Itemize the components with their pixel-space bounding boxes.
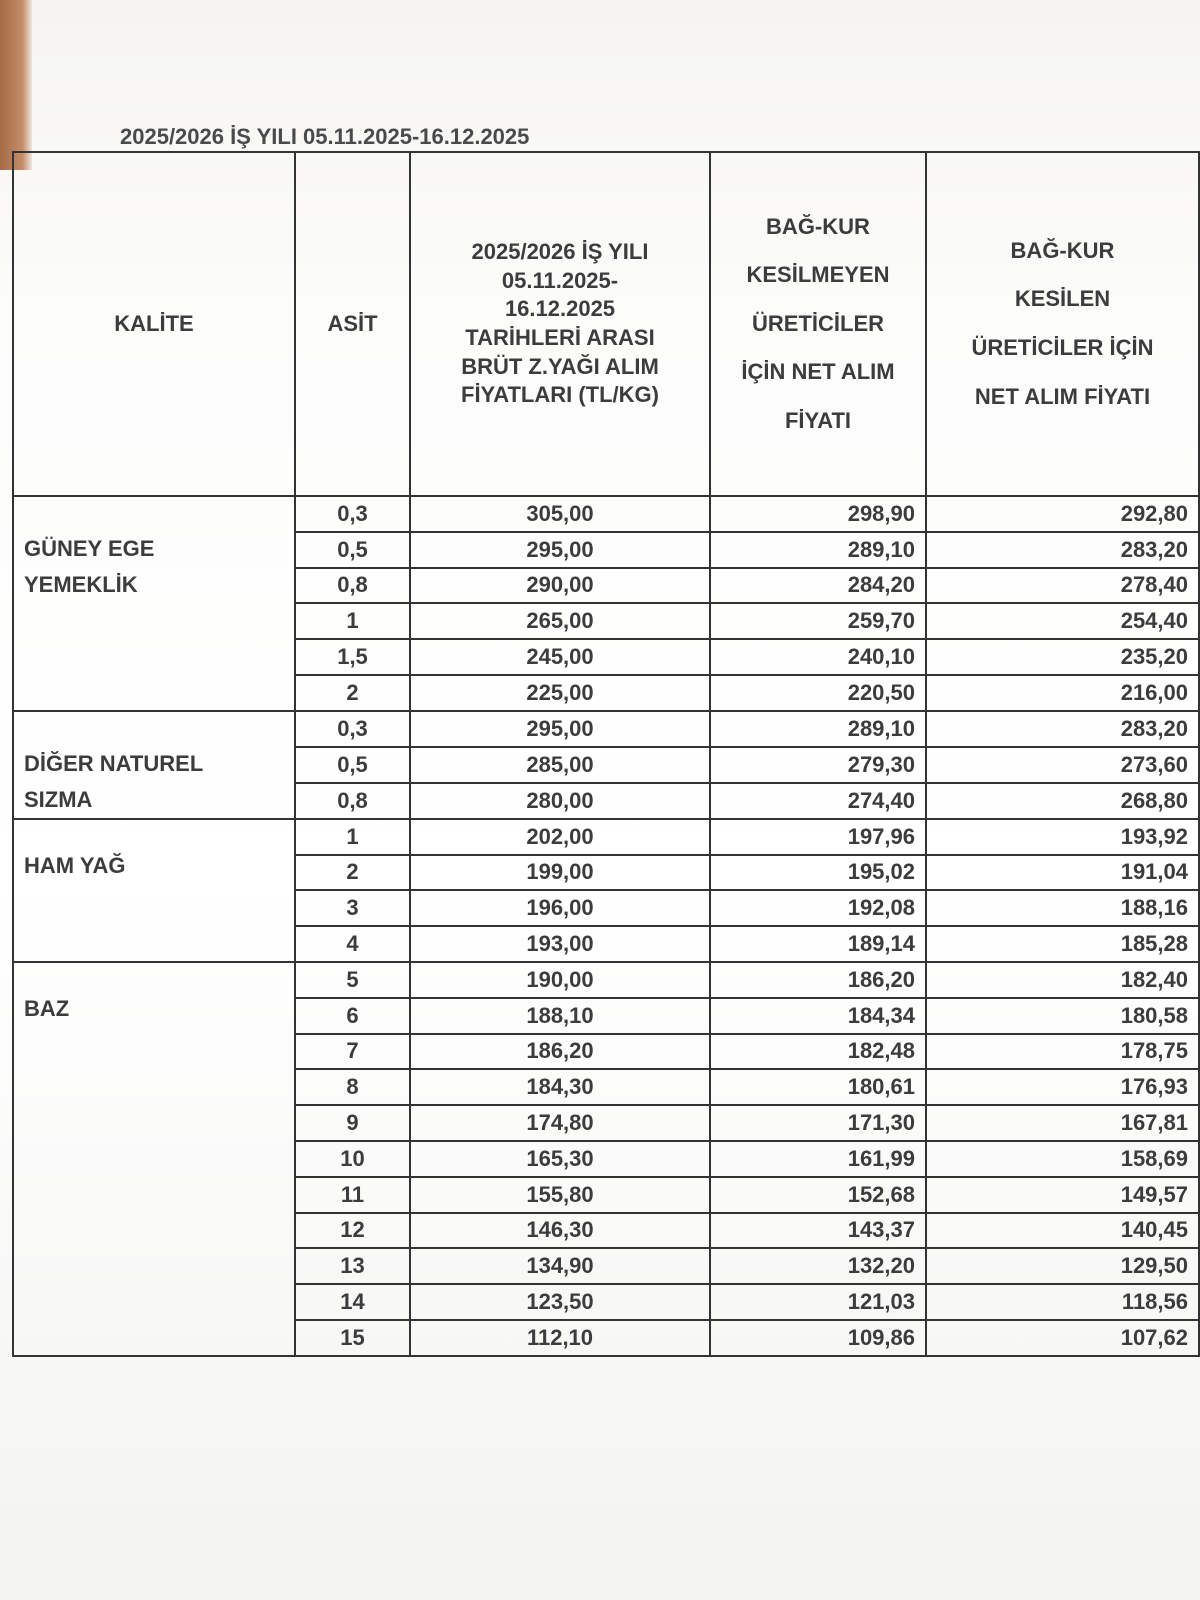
net-price-deducted-cell: 185,28 bbox=[926, 926, 1199, 962]
net-price-not-deducted-cell: 192,08 bbox=[710, 890, 926, 926]
gross-price-cell: 280,00 bbox=[410, 783, 710, 819]
acid-cell: 2 bbox=[295, 855, 410, 891]
header-kesilmeyen-line: ÜRETİCİLER bbox=[752, 310, 884, 336]
net-price-not-deducted-cell: 220,50 bbox=[710, 675, 926, 711]
gross-price-cell: 285,00 bbox=[410, 747, 710, 783]
header-brut-line: 05.11.2025- bbox=[501, 267, 619, 293]
document-title: 2025/2026 İŞ YILI 05.11.2025-16.12.2025 bbox=[120, 124, 530, 149]
net-price-not-deducted-cell: 186,20 bbox=[710, 962, 926, 998]
net-price-not-deducted-cell: 182,48 bbox=[710, 1034, 926, 1070]
net-price-not-deducted-cell: 184,34 bbox=[710, 998, 926, 1034]
gross-price-cell: 225,00 bbox=[410, 675, 710, 711]
net-price-not-deducted-cell: 289,10 bbox=[710, 532, 926, 568]
quality-label-text: BAZ bbox=[24, 995, 70, 1021]
net-price-not-deducted-cell: 109,86 bbox=[710, 1320, 926, 1356]
net-price-deducted-cell: 129,50 bbox=[926, 1248, 1199, 1284]
net-price-not-deducted-cell: 152,68 bbox=[710, 1177, 926, 1213]
net-price-not-deducted-cell: 274,40 bbox=[710, 783, 926, 819]
gross-price-cell: 134,90 bbox=[410, 1248, 710, 1284]
net-price-not-deducted-cell: 240,10 bbox=[710, 639, 926, 675]
header-kesilmeyen-price bbox=[710, 152, 926, 496]
header-kesilmeyen-line: FİYATI bbox=[784, 407, 851, 433]
acid-cell: 14 bbox=[295, 1284, 410, 1320]
acid-cell: 1 bbox=[295, 603, 410, 639]
header-brut-line: BRÜT Z.YAĞI ALIM bbox=[461, 353, 659, 379]
header-brut-line: TARİHLERİ ARASI bbox=[465, 325, 655, 350]
header-asit: ASİT bbox=[295, 152, 410, 496]
gross-price-cell: 295,00 bbox=[410, 711, 710, 747]
gross-price-cell: 188,10 bbox=[410, 998, 710, 1034]
net-price-deducted-cell: 167,81 bbox=[926, 1105, 1199, 1141]
net-price-deducted-cell: 283,20 bbox=[926, 532, 1199, 568]
gross-price-cell: 174,80 bbox=[410, 1105, 710, 1141]
net-price-deducted-cell: 191,04 bbox=[926, 855, 1199, 891]
net-price-deducted-cell: 182,40 bbox=[926, 962, 1199, 998]
net-price-not-deducted-cell: 121,03 bbox=[710, 1284, 926, 1320]
gross-price-cell: 112,10 bbox=[410, 1320, 710, 1356]
acid-cell: 15 bbox=[295, 1320, 410, 1356]
net-price-not-deducted-cell: 143,37 bbox=[710, 1213, 926, 1249]
acid-cell: 10 bbox=[295, 1141, 410, 1177]
header-brut-line: FİYATLARI (TL/KG) bbox=[461, 382, 659, 408]
header-kesilmeyen-line: BAĞ-KUR bbox=[766, 213, 870, 239]
table-row bbox=[13, 496, 1199, 532]
gross-price-cell: 265,00 bbox=[410, 603, 710, 639]
net-price-deducted-cell: 176,93 bbox=[926, 1069, 1199, 1105]
acid-cell: 0,5 bbox=[295, 532, 410, 568]
table-row bbox=[13, 819, 1199, 855]
acid-cell: 0,8 bbox=[295, 783, 410, 819]
acid-cell: 12 bbox=[295, 1213, 410, 1249]
acid-cell: 11 bbox=[295, 1177, 410, 1213]
acid-cell: 4 bbox=[295, 926, 410, 962]
net-price-deducted-cell: 268,80 bbox=[926, 783, 1199, 819]
gross-price-cell: 305,00 bbox=[410, 496, 710, 532]
net-price-not-deducted-cell: 132,20 bbox=[710, 1248, 926, 1284]
net-price-not-deducted-cell: 180,61 bbox=[710, 1069, 926, 1105]
net-price-not-deducted-cell: 161,99 bbox=[710, 1141, 926, 1177]
gross-price-cell: 190,00 bbox=[410, 962, 710, 998]
acid-cell: 1,5 bbox=[295, 639, 410, 675]
acid-cell: 2 bbox=[295, 675, 410, 711]
header-kesilen-line: ÜRETİCİLER İÇİN bbox=[971, 335, 1154, 360]
gross-price-cell: 290,00 bbox=[410, 568, 710, 604]
net-price-deducted-cell: 193,92 bbox=[926, 819, 1199, 855]
acid-cell: 3 bbox=[295, 890, 410, 926]
quality-label bbox=[13, 496, 295, 711]
net-price-deducted-cell: 158,69 bbox=[926, 1141, 1199, 1177]
gross-price-cell: 199,00 bbox=[410, 855, 710, 891]
net-price-deducted-cell: 188,16 bbox=[926, 890, 1199, 926]
net-price-deducted-cell: 140,45 bbox=[926, 1213, 1199, 1249]
net-price-deducted-cell: 149,57 bbox=[926, 1177, 1199, 1213]
acid-cell: 7 bbox=[295, 1034, 410, 1070]
header-brut-line: 16.12.2025 bbox=[504, 296, 616, 322]
gross-price-cell: 184,30 bbox=[410, 1069, 710, 1105]
header-kesilmeyen-line: İÇİN NET ALIM bbox=[741, 359, 895, 385]
header-kesilmeyen-line: KESİLMEYEN bbox=[746, 262, 890, 288]
quality-label bbox=[13, 962, 295, 1356]
gross-price-cell: 123,50 bbox=[410, 1284, 710, 1320]
quality-label bbox=[13, 711, 295, 819]
net-price-deducted-cell: 278,40 bbox=[926, 568, 1199, 604]
gross-price-cell: 186,20 bbox=[410, 1034, 710, 1070]
net-price-not-deducted-cell: 289,10 bbox=[710, 711, 926, 747]
gross-price-cell: 196,00 bbox=[410, 890, 710, 926]
net-price-deducted-cell: 254,40 bbox=[926, 603, 1199, 639]
header-kesilen-line: BAĞ-KUR bbox=[1010, 237, 1115, 263]
gross-price-cell: 202,00 bbox=[410, 819, 710, 855]
table-row bbox=[13, 711, 1199, 747]
table-body bbox=[13, 496, 1199, 1356]
net-price-deducted-cell: 180,58 bbox=[926, 998, 1199, 1034]
gross-price-cell: 146,30 bbox=[410, 1213, 710, 1249]
net-price-deducted-cell: 178,75 bbox=[926, 1034, 1199, 1070]
net-price-not-deducted-cell: 197,96 bbox=[710, 819, 926, 855]
net-price-deducted-cell: 118,56 bbox=[926, 1284, 1199, 1320]
gross-price-cell: 295,00 bbox=[410, 532, 710, 568]
acid-cell: 0,8 bbox=[295, 568, 410, 604]
net-price-deducted-cell: 107,62 bbox=[926, 1320, 1199, 1356]
header-row bbox=[13, 152, 1199, 496]
olive-oil-price-table bbox=[12, 151, 1200, 1357]
gross-price-cell: 245,00 bbox=[410, 639, 710, 675]
net-price-not-deducted-cell: 284,20 bbox=[710, 568, 926, 604]
quality-label-text: HAM YAĞ bbox=[24, 852, 126, 878]
header-kesilen-line: KESİLEN bbox=[1014, 286, 1111, 312]
acid-cell: 5 bbox=[295, 962, 410, 998]
gross-price-cell: 155,80 bbox=[410, 1177, 710, 1213]
acid-cell: 13 bbox=[295, 1248, 410, 1284]
acid-cell: 8 bbox=[295, 1069, 410, 1105]
net-price-not-deducted-cell: 171,30 bbox=[710, 1105, 926, 1141]
quality-label-text: GÜNEY EGE YEMEKLİK bbox=[24, 536, 155, 597]
quality-label bbox=[13, 819, 295, 962]
header-kesilen-line: NET ALIM FİYATI bbox=[974, 383, 1151, 409]
desk-edge bbox=[0, 0, 32, 170]
acid-cell: 1 bbox=[295, 819, 410, 855]
header-brut-price bbox=[410, 152, 710, 496]
acid-cell: 0,3 bbox=[295, 711, 410, 747]
acid-cell: 0,5 bbox=[295, 747, 410, 783]
gross-price-cell: 165,30 bbox=[410, 1141, 710, 1177]
net-price-not-deducted-cell: 195,02 bbox=[710, 855, 926, 891]
net-price-not-deducted-cell: 259,70 bbox=[710, 603, 926, 639]
header-brut-line: 2025/2026 İŞ YILI bbox=[471, 239, 649, 265]
acid-cell: 0,3 bbox=[295, 496, 410, 532]
gross-price-cell: 193,00 bbox=[410, 926, 710, 962]
quality-label-text: DİĞER NATUREL SIZMA bbox=[24, 750, 204, 812]
net-price-deducted-cell: 283,20 bbox=[926, 711, 1199, 747]
net-price-deducted-cell: 235,20 bbox=[926, 639, 1199, 675]
net-price-deducted-cell: 273,60 bbox=[926, 747, 1199, 783]
acid-cell: 6 bbox=[295, 998, 410, 1034]
header-kesilen-price bbox=[926, 152, 1199, 496]
net-price-not-deducted-cell: 279,30 bbox=[710, 747, 926, 783]
table-row bbox=[13, 962, 1199, 998]
net-price-not-deducted-cell: 189,14 bbox=[710, 926, 926, 962]
acid-cell: 9 bbox=[295, 1105, 410, 1141]
net-price-not-deducted-cell: 298,90 bbox=[710, 496, 926, 532]
net-price-deducted-cell: 292,80 bbox=[926, 496, 1199, 532]
header-kalite: KALİTE bbox=[13, 152, 295, 496]
net-price-deducted-cell: 216,00 bbox=[926, 675, 1199, 711]
